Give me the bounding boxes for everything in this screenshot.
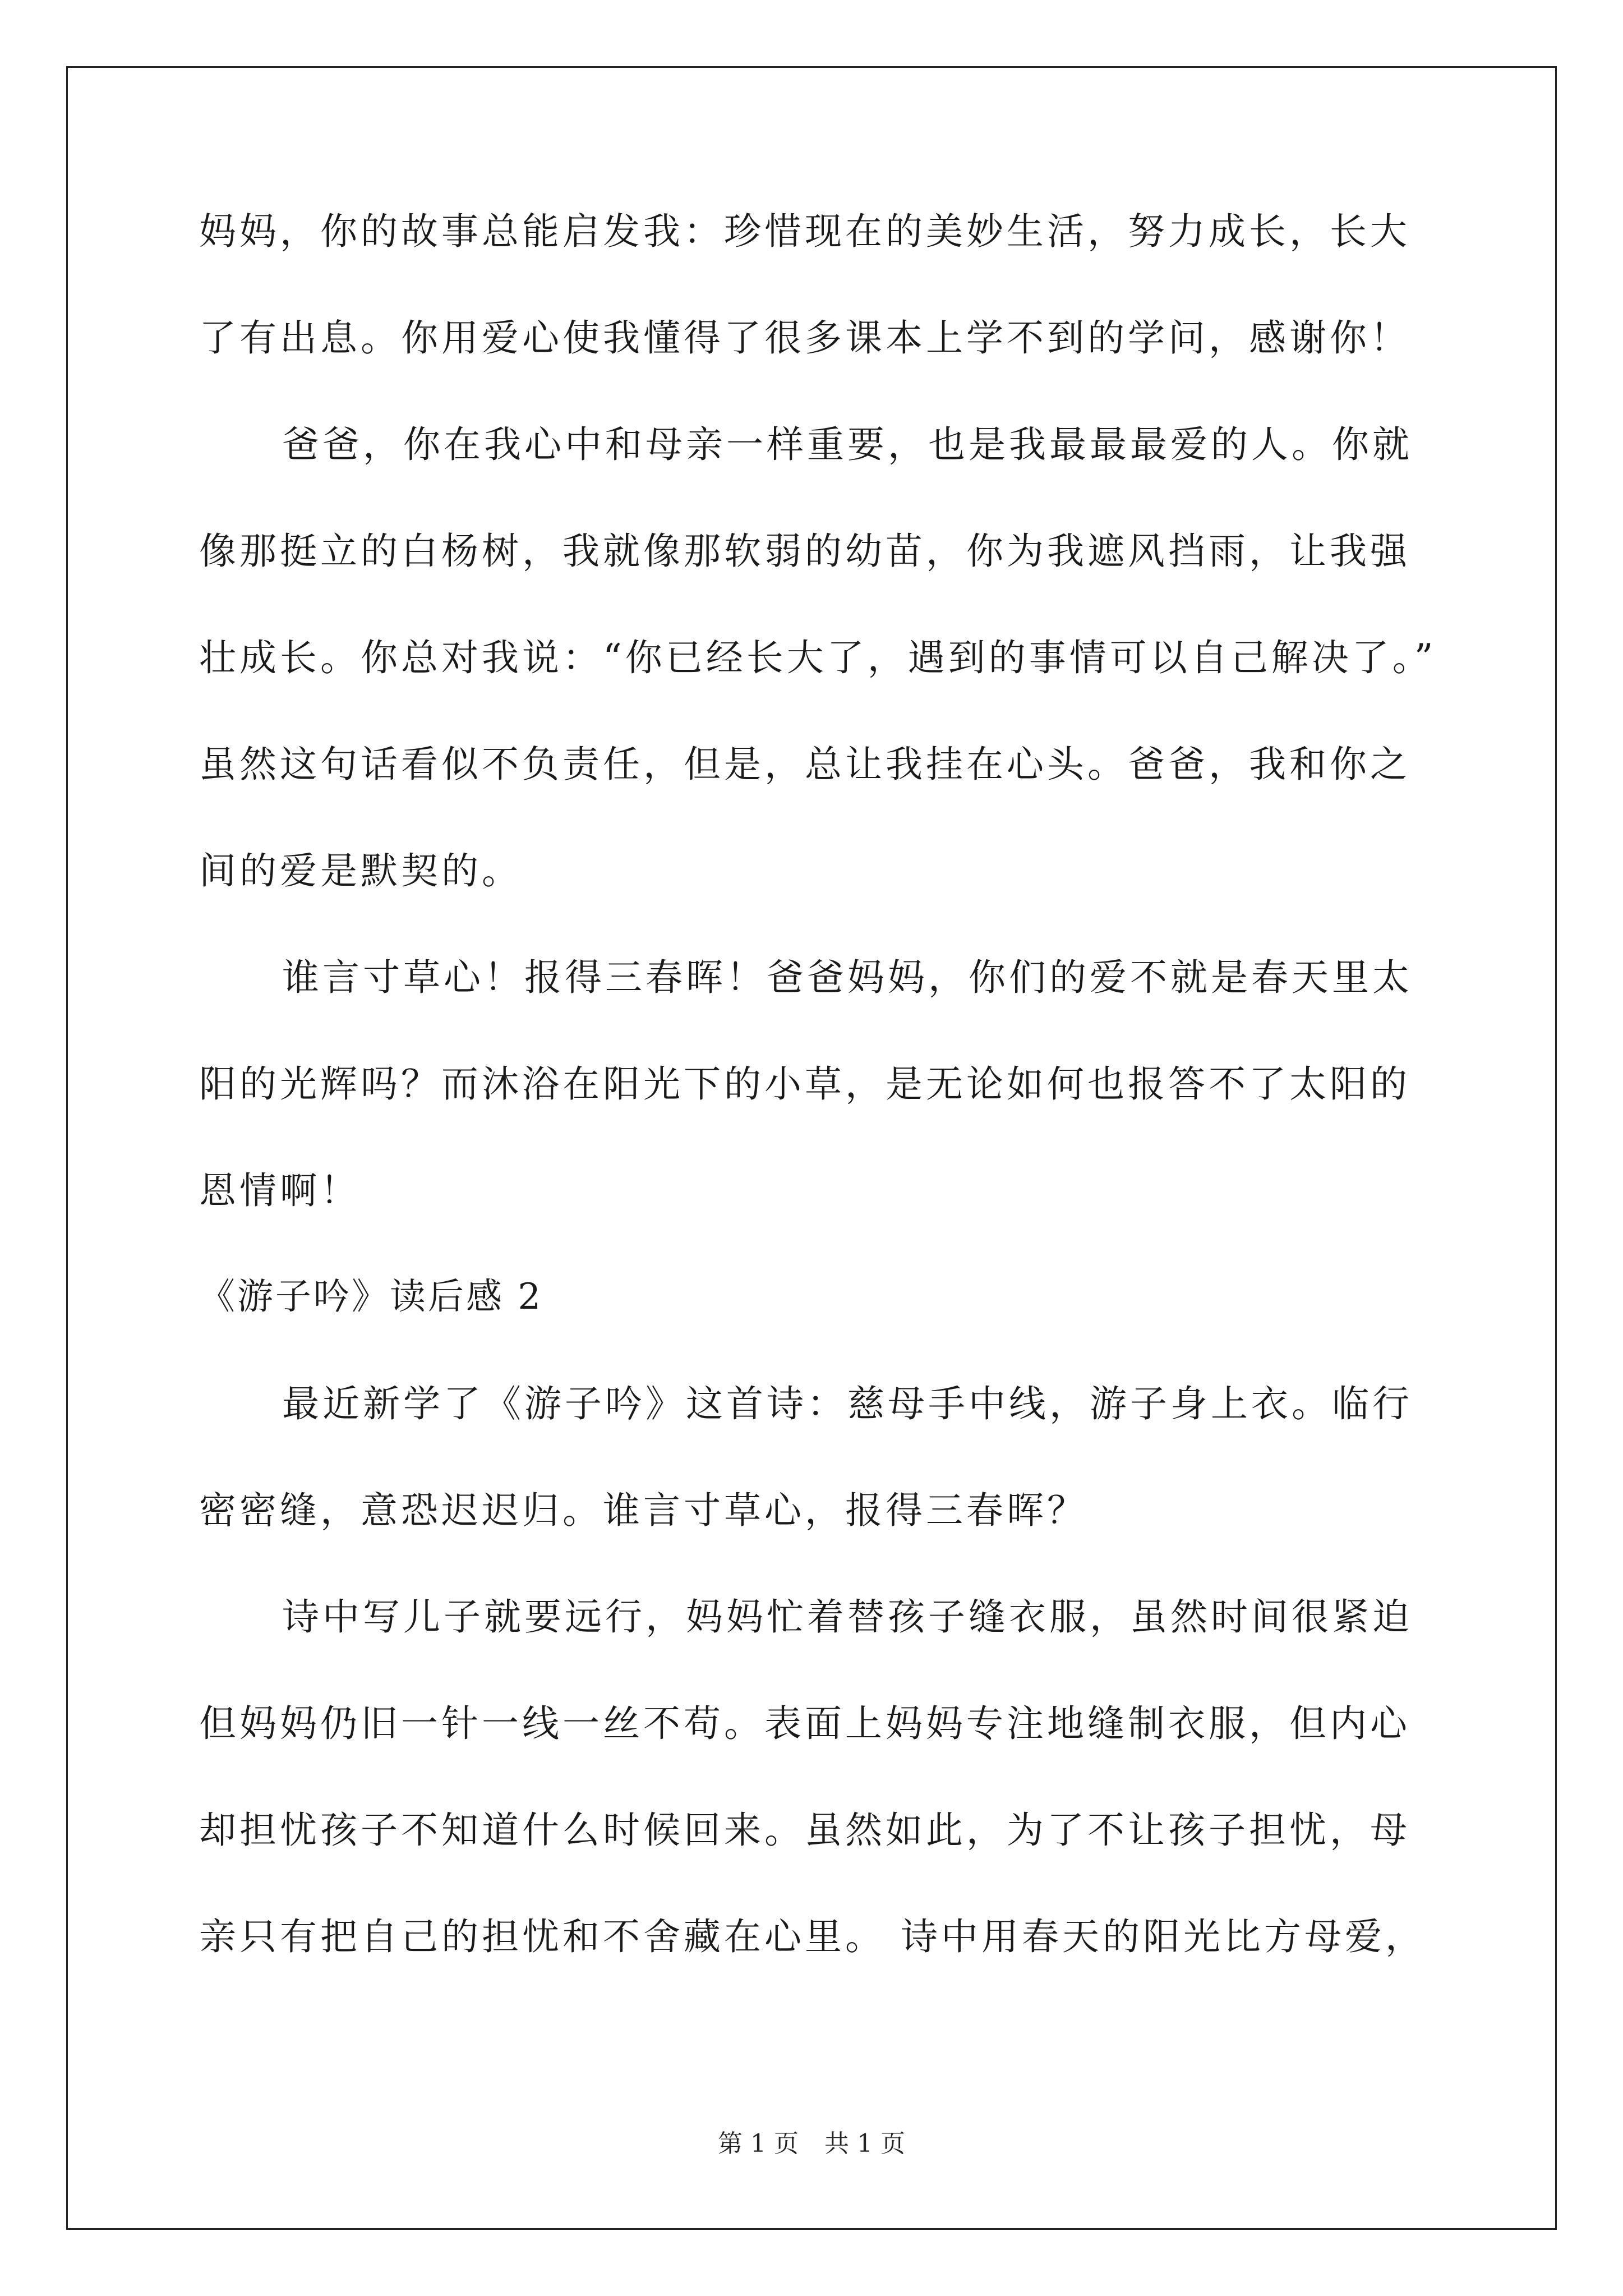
text-line-9: 阳的光辉吗？而沐浴在阳光下的小草，是无论如何也报答不了太阳的 [199, 1062, 1410, 1106]
text-line-1: 妈妈，你的故事总能启发我：珍惜现在的美妙生活，努力成长，长大 [199, 210, 1410, 253]
text-line-7: 间的爱是默契的。 [199, 849, 522, 892]
text-line-13: 密密缝，意恐迟迟归。谁言寸草心，报得三春晖？ [199, 1489, 1087, 1532]
page-number: 第 1 页 [718, 2129, 799, 2158]
text-line-17: 亲只有把自己的担忧和不舍藏在心里。 诗中用春天的阳光比方母爱， [199, 1915, 1426, 1958]
document-body [199, 210, 1437, 2025]
text-line-6: 虽然这句话看似不负责任，但是，总让我挂在心头。爸爸，我和你之 [199, 743, 1410, 786]
text-line-14: 诗中写儿子就要远行，妈妈忙着替孩子缝衣服，虽然时间很紧迫 [282, 1595, 1413, 1639]
text-line-12: 最近新学了《游子吟》这首诗：慈母手中线，游子身上衣。临行 [282, 1382, 1413, 1425]
page-total: 共 1 页 [824, 2129, 905, 2158]
text-line-15: 但妈妈仍旧一针一线一丝不苟。表面上妈妈专注地缝制衣服，但内心 [199, 1702, 1410, 1745]
page-footer [0, 2129, 1623, 2158]
text-line-4: 像那挺立的白杨树，我就像那软弱的幼苗，你为我遮风挡雨，让我强 [199, 530, 1410, 573]
section-heading: 《游子吟》读后感 2 [199, 1276, 543, 1318]
text-line-8: 谁言寸草心！报得三春晖！爸爸妈妈，你们的爱不就是春天里太 [282, 956, 1413, 999]
text-line-2: 了有出息。你用爱心使我懂得了很多课本上学不到的学问，感谢你！ [199, 316, 1410, 360]
text-line-3: 爸爸，你在我心中和母亲一样重要，也是我最最最爱的人。你就 [282, 423, 1413, 466]
text-line-10: 恩情啊！ [199, 1169, 361, 1212]
text-line-16: 却担忧孩子不知道什么时候回来。虽然如此，为了不让孩子担忧，母 [199, 1809, 1410, 1852]
text-line-5: 壮成长。你总对我说：“你已经长大了，遇到的事情可以自己解决了。” [199, 636, 1437, 679]
